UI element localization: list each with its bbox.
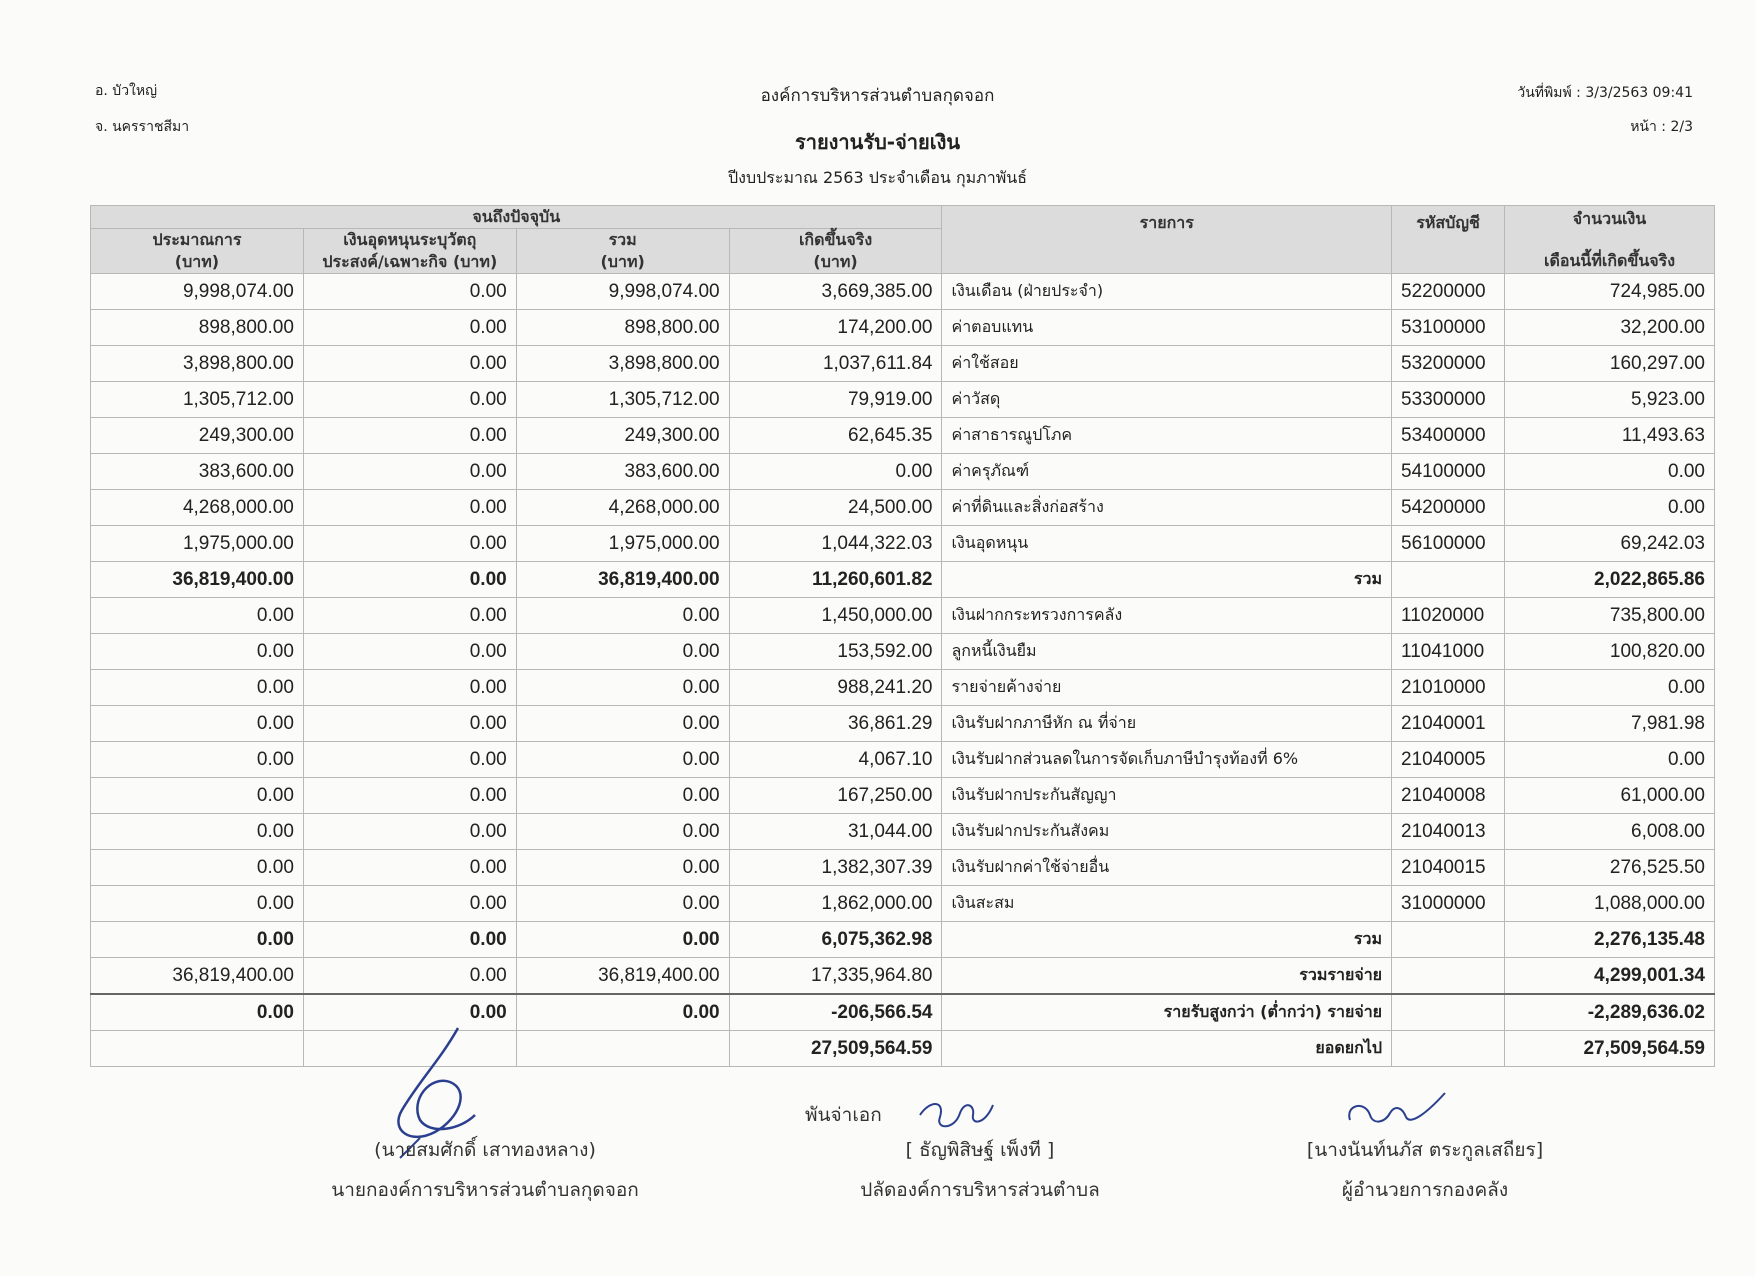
cell-month: 5,923.00: [1505, 382, 1715, 418]
cell-code: 31000000: [1392, 886, 1505, 922]
actual-unit: (บาท): [813, 252, 858, 271]
cell-item: เงินรับฝากประกันสังคม: [942, 814, 1392, 850]
cell-item: เงินเดือน (ฝ่ายประจำ): [942, 274, 1392, 310]
cell-total: 383,600.00: [516, 454, 729, 490]
cell-item: ค่าที่ดินและสิ่งก่อสร้าง: [942, 490, 1392, 526]
cell-month: 7,981.98: [1505, 706, 1715, 742]
cell-month: 0.00: [1505, 454, 1715, 490]
cell-total: 0.00: [516, 742, 729, 778]
table-row: [91, 814, 1715, 850]
subsidy-unit: ประสงค์/เฉพาะกิจ (บาท): [322, 252, 498, 271]
table-row: [91, 418, 1715, 454]
cell-subsidy: 0.00: [303, 886, 516, 922]
cell-subsidy: 0.00: [303, 274, 516, 310]
cell-total: 0.00: [516, 886, 729, 922]
cell-item: เงินฝากกระทรวงการคลัง: [942, 598, 1392, 634]
district-label: อ. บัวใหญ่: [95, 83, 158, 99]
cell-subsidy: 0.00: [303, 994, 516, 1031]
cell-subsidy: 0.00: [303, 490, 516, 526]
cell-item: ค่าครุภัณฑ์: [942, 454, 1392, 490]
cell-actual: 11,260,601.82: [729, 562, 942, 598]
cell-total: 3,898,800.00: [516, 346, 729, 382]
cell-code: 21040015: [1392, 850, 1505, 886]
cell-actual: 17,335,964.80: [729, 958, 942, 995]
cell-subsidy: 0.00: [303, 706, 516, 742]
col-header-code: รหัสบัญชี: [1392, 206, 1505, 274]
page-number: หน้า : 2/3: [1630, 119, 1693, 135]
cell-item: ยอดยกไป: [942, 1031, 1392, 1067]
cell-month: 100,820.00: [1505, 634, 1715, 670]
cell-total: 0.00: [516, 706, 729, 742]
signature-1-position: นายกองค์การบริหารส่วนตำบลกุดจอก: [331, 1179, 639, 1201]
subsidy-label: เงินอุดหนุนระบุวัตถุ: [343, 230, 477, 249]
cell-item: เงินรับฝากประกันสัญญา: [942, 778, 1392, 814]
cell-item: ค่าตอบแทน: [942, 310, 1392, 346]
cell-actual: 0.00: [729, 454, 942, 490]
cell-actual: 1,382,307.39: [729, 850, 942, 886]
cell-code: 53400000: [1392, 418, 1505, 454]
group-header-to-date: จนถึงปัจจุบัน: [91, 206, 942, 229]
table-row: [91, 490, 1715, 526]
table-row: [91, 634, 1715, 670]
cell-subsidy: 0.00: [303, 850, 516, 886]
cell-actual: 62,645.35: [729, 418, 942, 454]
cell-actual: 1,044,322.03: [729, 526, 942, 562]
cell-estimate: 0.00: [91, 814, 304, 850]
cell-subsidy: 0.00: [303, 598, 516, 634]
cell-estimate: 9,998,074.00: [91, 274, 304, 310]
col-header-item: รายการ: [942, 206, 1392, 274]
cell-total: 0.00: [516, 670, 729, 706]
cell-estimate: 0.00: [91, 922, 304, 958]
cell-actual: 1,037,611.84: [729, 346, 942, 382]
table-total-row: [91, 1031, 1715, 1067]
table-row: [91, 742, 1715, 778]
cell-code: 21040001: [1392, 706, 1505, 742]
cell-estimate: 0.00: [91, 742, 304, 778]
table-row: [91, 382, 1715, 418]
cell-month: 276,525.50: [1505, 850, 1715, 886]
cell-item: ค่าสาธารณูปโภค: [942, 418, 1392, 454]
cell-month: -2,289,636.02: [1505, 994, 1715, 1031]
cell-code: [1392, 922, 1505, 958]
cell-item: เงินสะสม: [942, 886, 1392, 922]
cell-estimate: 898,800.00: [91, 310, 304, 346]
cell-subsidy: 0.00: [303, 922, 516, 958]
table-total-row: [91, 994, 1715, 1031]
table-row: [91, 850, 1715, 886]
cell-total: 9,998,074.00: [516, 274, 729, 310]
cell-month: 1,088,000.00: [1505, 886, 1715, 922]
cell-month: 11,493.63: [1505, 418, 1715, 454]
signature-1-name: (นายสมศักดิ์ เสาทองหลาง): [374, 1139, 596, 1161]
cell-estimate: 1,975,000.00: [91, 526, 304, 562]
cell-actual: 31,044.00: [729, 814, 942, 850]
cell-actual: 1,862,000.00: [729, 886, 942, 922]
cell-code: 11020000: [1392, 598, 1505, 634]
signature-block-clerk: [780, 1135, 1180, 1205]
estimate-label: ประมาณการ: [152, 230, 242, 249]
cell-subsidy: 0.00: [303, 382, 516, 418]
cell-item: ค่าวัสดุ: [942, 382, 1392, 418]
cell-month: 2,276,135.48: [1505, 922, 1715, 958]
cell-month: 0.00: [1505, 670, 1715, 706]
cell-month: 27,509,564.59: [1505, 1031, 1715, 1067]
cell-subsidy: 0.00: [303, 454, 516, 490]
amount-sub-label: เดือนนี้ที่เกิดขึ้นจริง: [1543, 250, 1676, 270]
cell-subsidy: 0.00: [303, 814, 516, 850]
signature-3-name: [นางนันท์นภัส ตระกูลเสถียร]: [1306, 1139, 1544, 1161]
cell-total: 0.00: [516, 850, 729, 886]
total-unit: (บาท): [600, 252, 645, 271]
cell-estimate: 36,819,400.00: [91, 562, 304, 598]
cell-actual: 4,067.10: [729, 742, 942, 778]
cell-code: [1392, 562, 1505, 598]
cell-item: รายรับสูงกว่า (ต่ำกว่า) รายจ่าย: [942, 994, 1392, 1031]
cell-item: รายจ่ายค้างจ่าย: [942, 670, 1392, 706]
cell-month: 735,800.00: [1505, 598, 1715, 634]
cell-month: 6,008.00: [1505, 814, 1715, 850]
cell-total: 0.00: [516, 814, 729, 850]
cell-code: 53200000: [1392, 346, 1505, 382]
cell-actual: 174,200.00: [729, 310, 942, 346]
table-row: [91, 526, 1715, 562]
table-row: [91, 310, 1715, 346]
signature-2-position: ปลัดองค์การบริหารส่วนตำบล: [860, 1179, 1100, 1201]
cell-total: 0.00: [516, 994, 729, 1031]
estimate-unit: (บาท): [174, 252, 220, 271]
table-row: [91, 346, 1715, 382]
table-total-row: [91, 562, 1715, 598]
cell-code: 21040008: [1392, 778, 1505, 814]
print-date: วันที่พิมพ์ : 3/3/2563 09:41: [1517, 85, 1693, 101]
cell-total: 36,819,400.00: [516, 958, 729, 995]
cell-actual: 79,919.00: [729, 382, 942, 418]
cell-code: 52200000: [1392, 274, 1505, 310]
cell-actual: 153,592.00: [729, 634, 942, 670]
col-header-total: [516, 229, 729, 274]
signature-scribble-2: [915, 1095, 995, 1135]
cell-estimate: 249,300.00: [91, 418, 304, 454]
cell-subsidy: 0.00: [303, 562, 516, 598]
cell-estimate: 0.00: [91, 994, 304, 1031]
cell-actual: 3,669,385.00: [729, 274, 942, 310]
cell-item: รวมรายจ่าย: [942, 958, 1392, 995]
cell-month: 160,297.00: [1505, 346, 1715, 382]
table-total-row: [91, 958, 1715, 995]
table-row: [91, 886, 1715, 922]
signature-block-mayor: [285, 1135, 685, 1205]
report-title: รายงานรับ-จ่ายเงิน: [794, 130, 961, 154]
signature-block-finance: [1225, 1135, 1625, 1205]
signature-2-name: [ ธัญพิสิษฐ์ เพ็งที ]: [905, 1139, 1055, 1161]
cell-item: เงินรับฝากค่าใช้จ่ายอื่น: [942, 850, 1392, 886]
cell-code: [1392, 958, 1505, 995]
cell-month: 61,000.00: [1505, 778, 1715, 814]
col-header-estimate: [91, 229, 304, 274]
cell-estimate: 0.00: [91, 886, 304, 922]
cell-total: 4,268,000.00: [516, 490, 729, 526]
cell-actual: 24,500.00: [729, 490, 942, 526]
cell-item: เงินอุดหนุน: [942, 526, 1392, 562]
report-subtitle: ปีงบประมาณ 2563 ประจำเดือน กุมภาพันธ์: [728, 168, 1027, 187]
cell-total: [516, 1031, 729, 1067]
cell-estimate: 3,898,800.00: [91, 346, 304, 382]
cell-month: 2,022,865.86: [1505, 562, 1715, 598]
cell-code: [1392, 1031, 1505, 1067]
total-label: รวม: [608, 230, 637, 249]
cell-total: 1,305,712.00: [516, 382, 729, 418]
cell-estimate: 0.00: [91, 706, 304, 742]
cell-total: 898,800.00: [516, 310, 729, 346]
cell-code: 21040005: [1392, 742, 1505, 778]
cell-subsidy: 0.00: [303, 634, 516, 670]
cell-estimate: 383,600.00: [91, 454, 304, 490]
cell-estimate: 0.00: [91, 850, 304, 886]
cell-month: 32,200.00: [1505, 310, 1715, 346]
cell-actual: -206,566.54: [729, 994, 942, 1031]
cell-estimate: 0.00: [91, 634, 304, 670]
cell-item: เงินรับฝากภาษีหัก ณ ที่จ่าย: [942, 706, 1392, 742]
cell-code: 53300000: [1392, 382, 1505, 418]
cell-code: 21010000: [1392, 670, 1505, 706]
cell-subsidy: 0.00: [303, 418, 516, 454]
cell-estimate: 1,305,712.00: [91, 382, 304, 418]
cell-actual: 6,075,362.98: [729, 922, 942, 958]
cell-code: 56100000: [1392, 526, 1505, 562]
cell-estimate: 0.00: [91, 670, 304, 706]
cell-code: 11041000: [1392, 634, 1505, 670]
cell-subsidy: 0.00: [303, 958, 516, 995]
cell-month: 724,985.00: [1505, 274, 1715, 310]
cell-total: 249,300.00: [516, 418, 729, 454]
cell-total: 1,975,000.00: [516, 526, 729, 562]
cell-estimate: 4,268,000.00: [91, 490, 304, 526]
cell-item: ลูกหนี้เงินยืม: [942, 634, 1392, 670]
table-total-row: [91, 922, 1715, 958]
cell-actual: 167,250.00: [729, 778, 942, 814]
table-row: [91, 670, 1715, 706]
cell-code: 53100000: [1392, 310, 1505, 346]
col-header-actual: [729, 229, 942, 274]
province-label: จ. นครราชสีมา: [95, 119, 190, 135]
table-row: [91, 598, 1715, 634]
table-row: [91, 706, 1715, 742]
cell-item: ค่าใช้สอย: [942, 346, 1392, 382]
cell-total: 0.00: [516, 778, 729, 814]
cell-month: 0.00: [1505, 490, 1715, 526]
col-header-subsidy: [303, 229, 516, 274]
cell-month: 69,242.03: [1505, 526, 1715, 562]
cell-actual: 1,450,000.00: [729, 598, 942, 634]
cell-code: 54200000: [1392, 490, 1505, 526]
cell-item: รวม: [942, 922, 1392, 958]
cell-subsidy: 0.00: [303, 670, 516, 706]
cell-month: 0.00: [1505, 742, 1715, 778]
actual-label: เกิดขึ้นจริง: [798, 230, 873, 249]
cell-code: 21040013: [1392, 814, 1505, 850]
cell-code: [1392, 994, 1505, 1031]
cell-estimate: [91, 1031, 304, 1067]
cell-estimate: 36,819,400.00: [91, 958, 304, 995]
signature-3-position: ผู้อำนวยการกองคลัง: [1341, 1179, 1509, 1201]
cell-code: 54100000: [1392, 454, 1505, 490]
cell-month: 4,299,001.34: [1505, 958, 1715, 995]
cell-item: รวม: [942, 562, 1392, 598]
cell-actual: 988,241.20: [729, 670, 942, 706]
table-row: [91, 274, 1715, 310]
cell-subsidy: 0.00: [303, 310, 516, 346]
table-row: [91, 778, 1715, 814]
cell-actual: 36,861.29: [729, 706, 942, 742]
col-header-amount: [1505, 206, 1715, 274]
cell-item: เงินรับฝากส่วนลดในการจัดเก็บภาษีบำรุงท้องที่ 6%: [942, 742, 1392, 778]
cell-total: 0.00: [516, 634, 729, 670]
cell-total: 36,819,400.00: [516, 562, 729, 598]
table-row: [91, 454, 1715, 490]
cell-subsidy: 0.00: [303, 742, 516, 778]
cell-estimate: 0.00: [91, 778, 304, 814]
cell-subsidy: 0.00: [303, 346, 516, 382]
cell-subsidy: 0.00: [303, 778, 516, 814]
report-table: [90, 205, 1715, 1067]
signature-scribble-3: [1340, 1085, 1450, 1135]
cell-subsidy: 0.00: [303, 526, 516, 562]
cell-total: 0.00: [516, 922, 729, 958]
signature-2-rank: พันจ่าเอก: [805, 1104, 882, 1126]
amount-label: จำนวนเงิน: [1572, 208, 1647, 228]
org-name: องค์การบริหารส่วนตำบลกุดจอก: [760, 86, 995, 106]
cell-estimate: 0.00: [91, 598, 304, 634]
cell-actual: 27,509,564.59: [729, 1031, 942, 1067]
cell-total: 0.00: [516, 598, 729, 634]
